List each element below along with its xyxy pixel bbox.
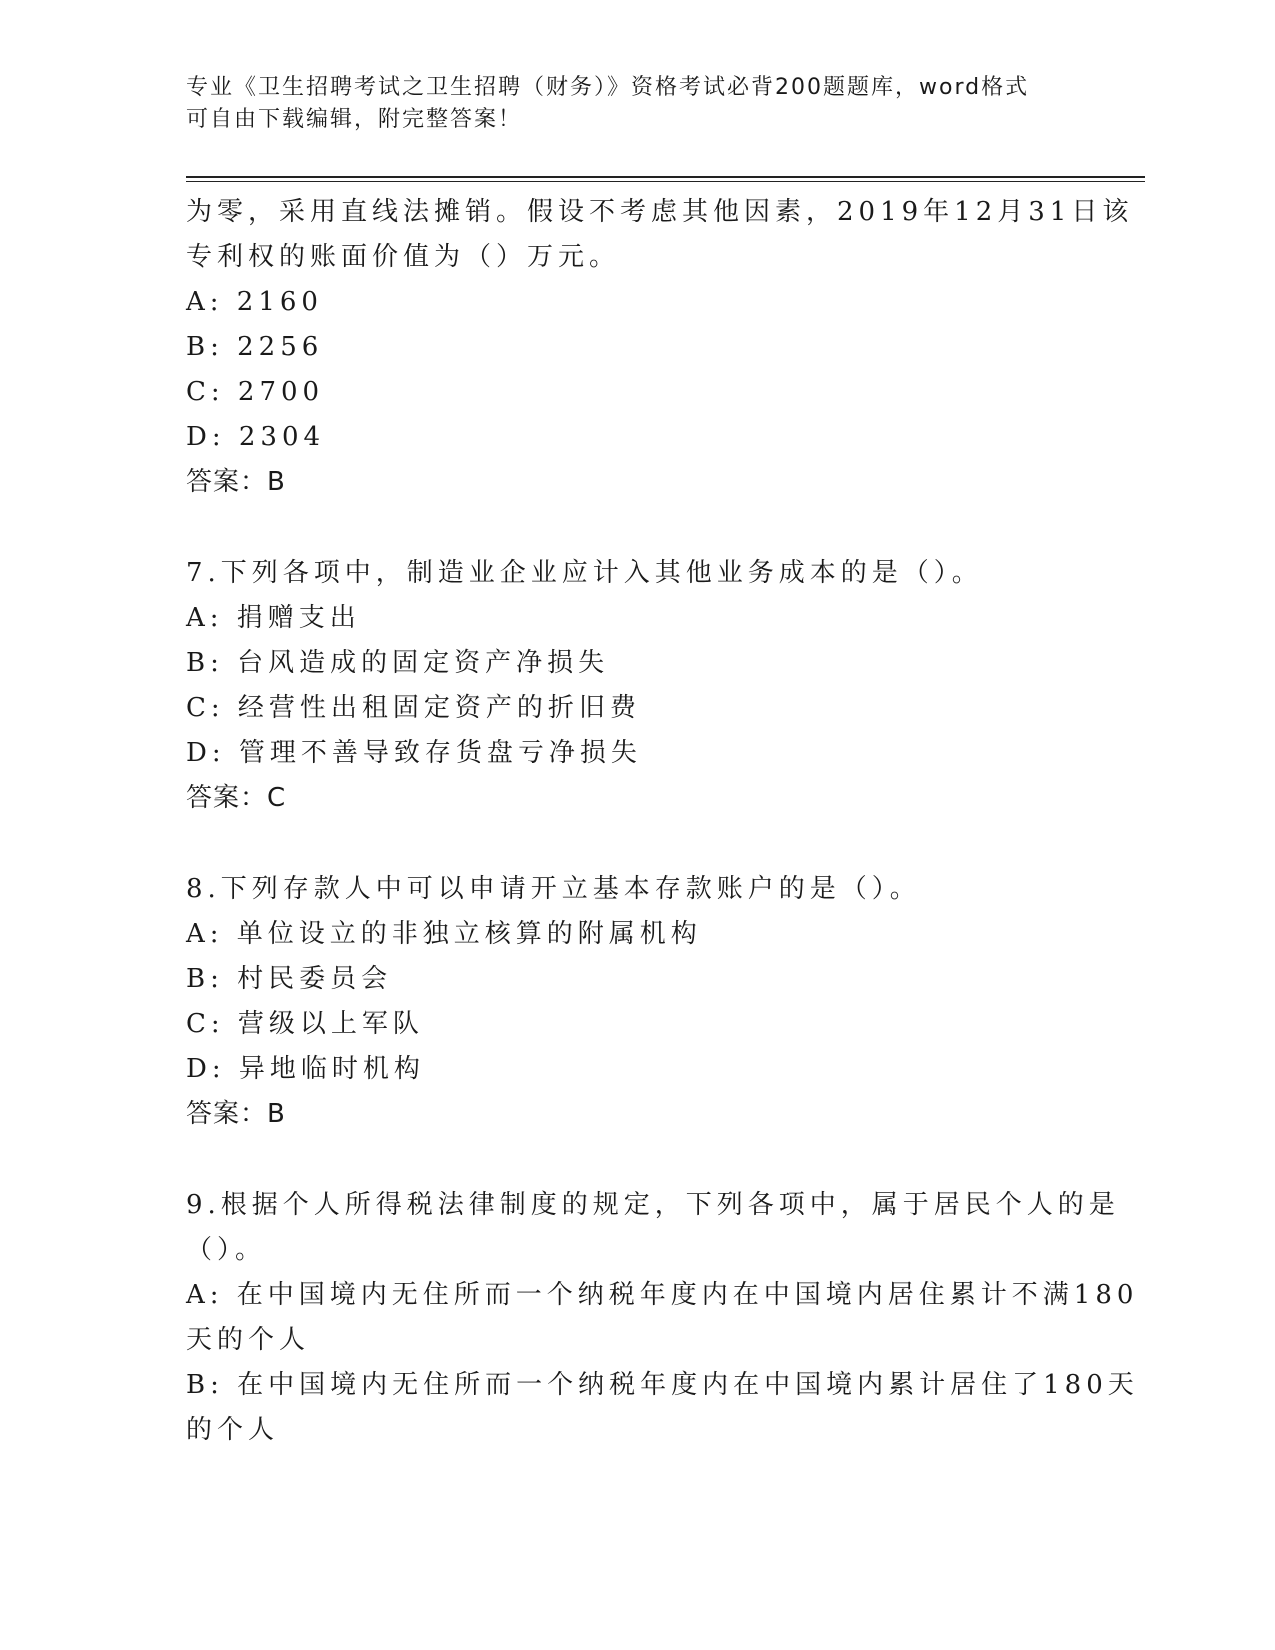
question-9 (186, 1183, 1139, 1453)
question-stem: 7.下列各项中，制造业企业应计入其他业务成本的是（）。 (186, 558, 983, 588)
option-c: C: 营级以上军队 (186, 1009, 424, 1039)
question-stem-line: 专利权的账面价值为（）万元。 (186, 242, 621, 272)
option-a-line: A: 在中国境内无住所而一个纳税年度内在中国境内居住累计不满180 (186, 1280, 1139, 1310)
question-6-tail (186, 190, 1134, 505)
option-a-line: 天的个人 (186, 1325, 311, 1355)
question-stem-line: 为零，采用直线法摊销。假设不考虑其他因素，2019年12月31日该 (186, 197, 1134, 227)
answer: 答案：B (186, 1099, 286, 1129)
question-8 (186, 867, 1066, 1137)
question-stem-line: （）。 (186, 1235, 267, 1265)
question-list (186, 190, 1139, 1453)
option-b-line: 的个人 (186, 1415, 280, 1445)
option-b: B: 2256 (186, 332, 324, 362)
option-a: A: 单位设立的非独立核算的附属机构 (186, 919, 702, 949)
option-d: D: 异地临时机构 (186, 1054, 425, 1084)
option-c: C: 经营性出租固定资产的折旧费 (186, 693, 641, 723)
page-header (186, 72, 1066, 136)
header-line-2: 可自由下载编辑，附完整答案！ (186, 107, 523, 132)
option-a: A: 捐赠支出 (186, 603, 361, 633)
option-b: B: 村民委员会 (186, 964, 393, 994)
option-d: D: 管理不善导致存货盘亏净损失 (186, 738, 642, 768)
option-b-line: B: 在中国境内无住所而一个纳税年度内在中国境内累计居住了180天 (186, 1370, 1139, 1400)
header-divider-thin (186, 181, 1145, 182)
header-line-1: 专业《卫生招聘考试之卫生招聘（财务）》资格考试必背200题题库，word格式 (186, 75, 1030, 100)
header-divider (186, 176, 1145, 178)
option-c: C: 2700 (186, 377, 325, 407)
option-b: B: 台风造成的固定资产净损失 (186, 648, 610, 678)
answer: 答案：B (186, 467, 286, 497)
option-a: A: 2160 (186, 287, 323, 317)
option-d: D: 2304 (186, 422, 326, 452)
question-stem-line: 9.根据个人所得税法律制度的规定，下列各项中，属于居民个人的是 (186, 1190, 1120, 1220)
question-stem: 8.下列存款人中可以申请开立基本存款账户的是（）。 (186, 874, 921, 904)
answer: 答案：C (186, 783, 287, 813)
question-7 (186, 551, 1066, 821)
